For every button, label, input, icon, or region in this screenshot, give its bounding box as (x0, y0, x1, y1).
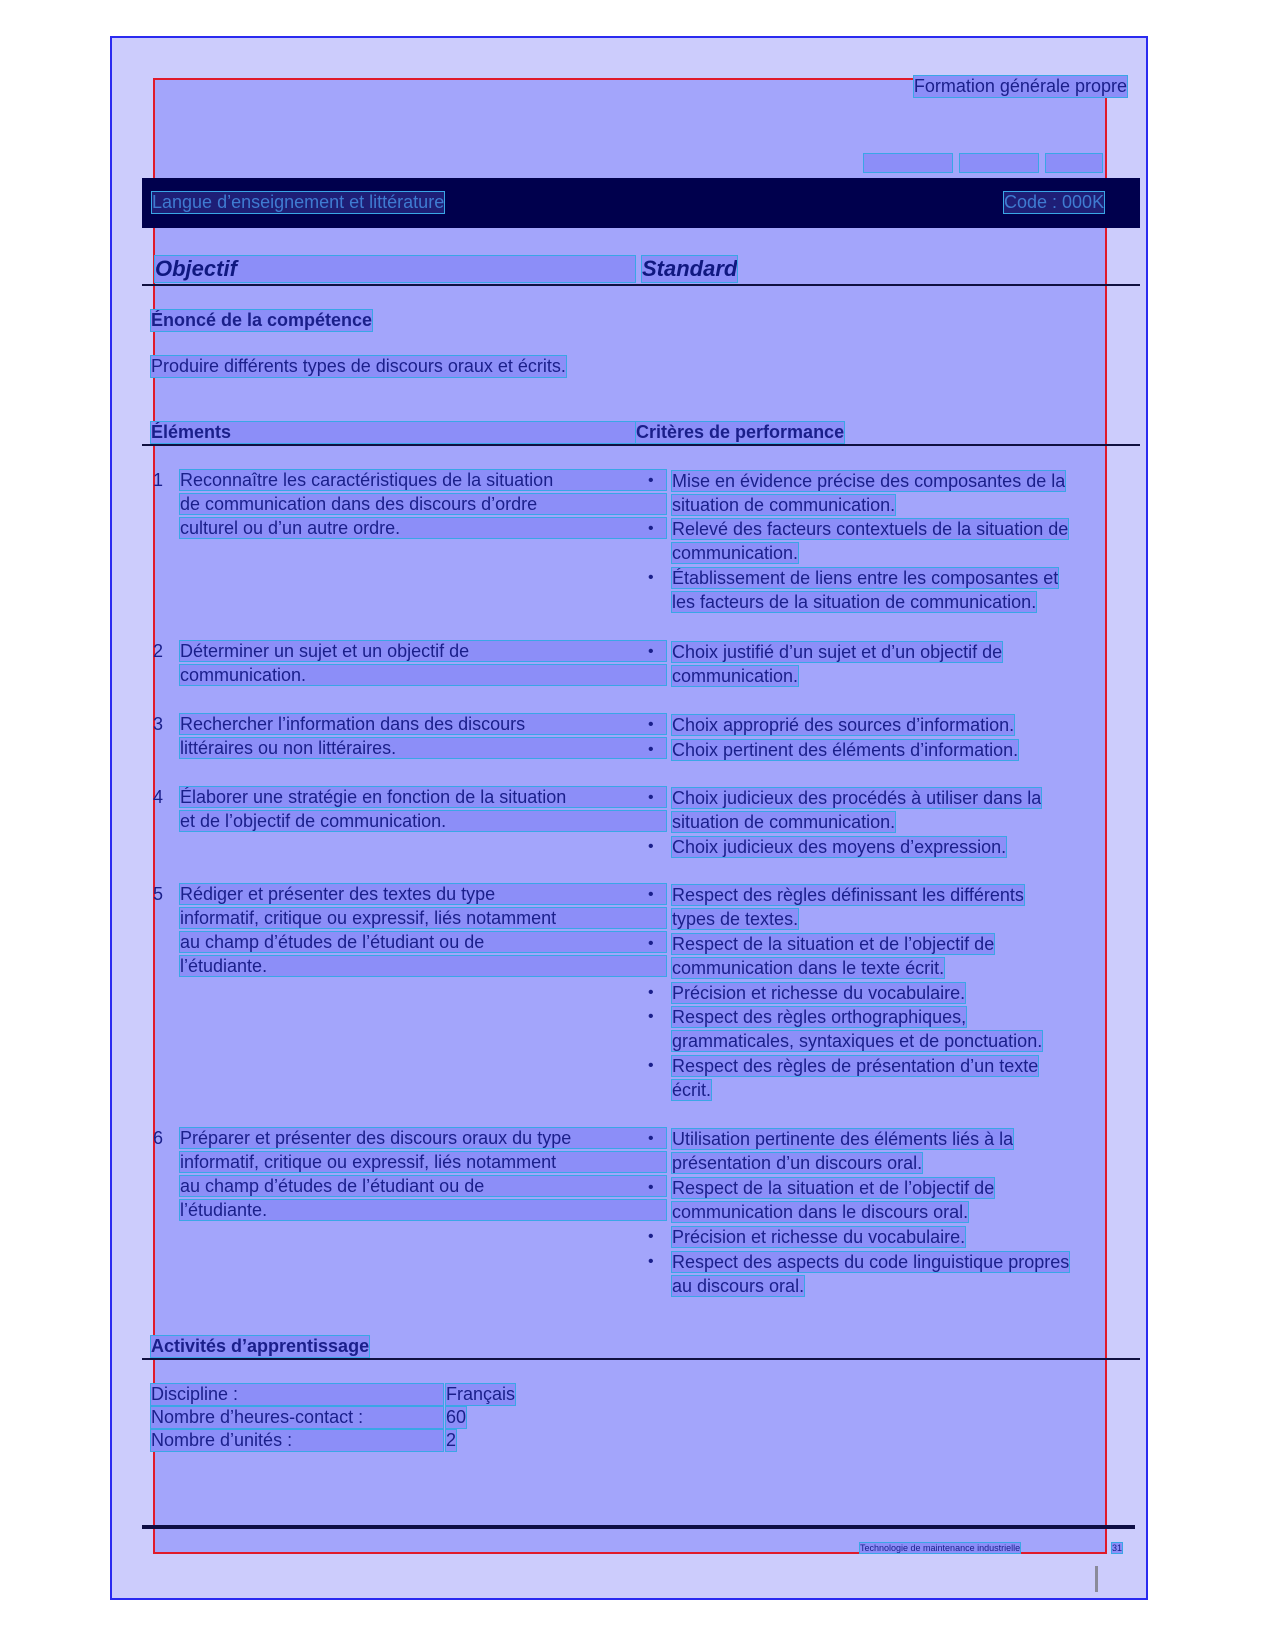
criterion-line: les facteurs de la situation de communication. (672, 592, 1037, 612)
element-line: Déterminer un sujet et un objectif de (180, 641, 666, 661)
criterion-line: Utilisation pertinente des éléments liés à la (672, 1129, 1014, 1149)
element-line: littéraires ou non littéraires. (180, 738, 666, 758)
competence-heading: Énoncé de la compétence (151, 310, 373, 330)
element-line: informatif, critique ou expressif, liés notamment (180, 1152, 666, 1172)
course-code: Code : 000K (1004, 192, 1105, 212)
element-number: 3 (153, 714, 164, 734)
criterion-line: communication dans le texte écrit. (672, 958, 945, 978)
bullet-icon: • (648, 984, 654, 1001)
criterion-line: Mise en évidence précise des composantes de la (672, 471, 1066, 491)
criterion-line: Choix judicieux des moyens d’expression. (672, 837, 1007, 857)
document-title: Langue d’enseignement et littérature (152, 192, 445, 212)
bullet-icon: • (648, 569, 654, 586)
element-line: au champ d’études de l’étudiant ou de (180, 1176, 666, 1196)
header-decor-bar (864, 154, 952, 172)
criterion-line: Respect des règles orthographiques, (672, 1007, 967, 1027)
activities-rule (142, 1358, 1140, 1360)
criterion-line: écrit. (672, 1080, 712, 1100)
element-line: communication. (180, 665, 666, 685)
criterion-line: Choix approprié des sources d’information. (672, 715, 1015, 735)
table-rule (142, 444, 1140, 446)
competence-text: Produire différents types de discours oraux et écrits. (151, 356, 566, 376)
running-header: Formation générale propre (913, 76, 1127, 96)
element-line: Rechercher l’information dans des discours (180, 714, 666, 734)
element-line: l’étudiante. (180, 1200, 666, 1220)
bullet-icon: • (648, 520, 654, 537)
criterion-line: types de textes. (672, 909, 799, 929)
criterion-line: communication. (672, 666, 799, 686)
bullet-icon: • (648, 1130, 654, 1147)
element-line: culturel ou d’un autre ordre. (180, 518, 666, 538)
bullet-icon: • (648, 1057, 654, 1074)
element-line: Élaborer une stratégie en fonction de la situation (180, 787, 666, 807)
bullet-icon: • (648, 838, 654, 855)
criterion-line: Respect des règles définissant les différents (672, 885, 1024, 905)
element-number: 4 (153, 787, 164, 807)
element-line: Préparer et présenter des discours oraux du type (180, 1128, 666, 1148)
header-decor-bar (960, 154, 1038, 172)
activity-value: 2 (446, 1430, 457, 1450)
header-decor-bar (1046, 154, 1102, 172)
element-line: au champ d’études de l’étudiant ou de (180, 932, 666, 952)
element-number: 2 (153, 641, 164, 661)
element-number: 5 (153, 884, 164, 904)
criterion-line: situation de communication. (672, 495, 896, 515)
criterion-line: Respect de la situation et de l’objectif de (672, 934, 995, 954)
element-number: 6 (153, 1128, 164, 1148)
criterion-line: Respect des règles de présentation d’un texte (672, 1056, 1039, 1076)
bullet-icon: • (648, 1179, 654, 1196)
criterion-line: grammaticales, syntaxiques et de ponctuation. (672, 1031, 1043, 1051)
activity-label: Nombre d’unités : (151, 1430, 443, 1451)
criterion-line: au discours oral. (672, 1276, 805, 1296)
footer-text: Technologie de maintenance industrielle (860, 1543, 1021, 1553)
element-line: et de l’objectif de communication. (180, 811, 666, 831)
bullet-icon: • (648, 935, 654, 952)
criterion-line: Choix pertinent des éléments d’information. (672, 740, 1019, 760)
activity-value: Français (446, 1384, 516, 1404)
element-line: Rédiger et présenter des textes du type (180, 884, 666, 904)
bullet-icon: • (648, 1228, 654, 1245)
objectif-heading: Objectif (155, 256, 635, 282)
bullet-icon: • (648, 789, 654, 806)
standard-heading: Standard (642, 256, 738, 281)
bullet-icon: • (648, 1008, 654, 1025)
criterion-line: Choix judicieux des procédés à utiliser dans la (672, 788, 1042, 808)
footer-rule (142, 1525, 1135, 1529)
criterion-line: présentation d’un discours oral. (672, 1153, 923, 1173)
element-line: de communication dans des discours d’ordre (180, 494, 666, 514)
criterion-line: Établissement de liens entre les composantes et (672, 568, 1059, 588)
activities-heading: Activités d’apprentissage (151, 1336, 370, 1356)
criterion-line: Relevé des facteurs contextuels de la situation de (672, 519, 1069, 539)
activity-label: Discipline : (151, 1384, 443, 1405)
criterion-line: communication dans le discours oral. (672, 1202, 969, 1222)
criterion-line: Respect de la situation et de l’objectif de (672, 1178, 995, 1198)
bullet-icon: • (648, 886, 654, 903)
bullet-icon: • (648, 1253, 654, 1270)
criterion-line: situation de communication. (672, 812, 896, 832)
activity-label: Nombre d’heures-contact : (151, 1407, 443, 1428)
activity-value: 60 (446, 1407, 467, 1427)
bullet-icon: • (648, 472, 654, 489)
heading-rule (142, 284, 1140, 286)
element-line: l’étudiante. (180, 956, 666, 976)
footer-mark (1095, 1566, 1098, 1592)
bullet-icon: • (648, 716, 654, 733)
elements-heading: Éléments (151, 422, 637, 443)
bullet-icon: • (648, 741, 654, 758)
criterion-line: Choix justifié d’un sujet et d’un objectif de (672, 642, 1003, 662)
criterion-line: Précision et richesse du vocabulaire. (672, 983, 966, 1003)
criterion-line: communication. (672, 543, 799, 563)
element-line: Reconnaître les caractéristiques de la situation (180, 470, 666, 490)
element-line: informatif, critique ou expressif, liés notamment (180, 908, 666, 928)
bullet-icon: • (648, 643, 654, 660)
criterion-line: Précision et richesse du vocabulaire. (672, 1227, 966, 1247)
page-number: 31 (1112, 1543, 1123, 1553)
criteria-heading: Critères de performance (636, 422, 845, 442)
criterion-line: Respect des aspects du code linguistique propres (672, 1252, 1070, 1272)
element-number: 1 (153, 470, 164, 490)
